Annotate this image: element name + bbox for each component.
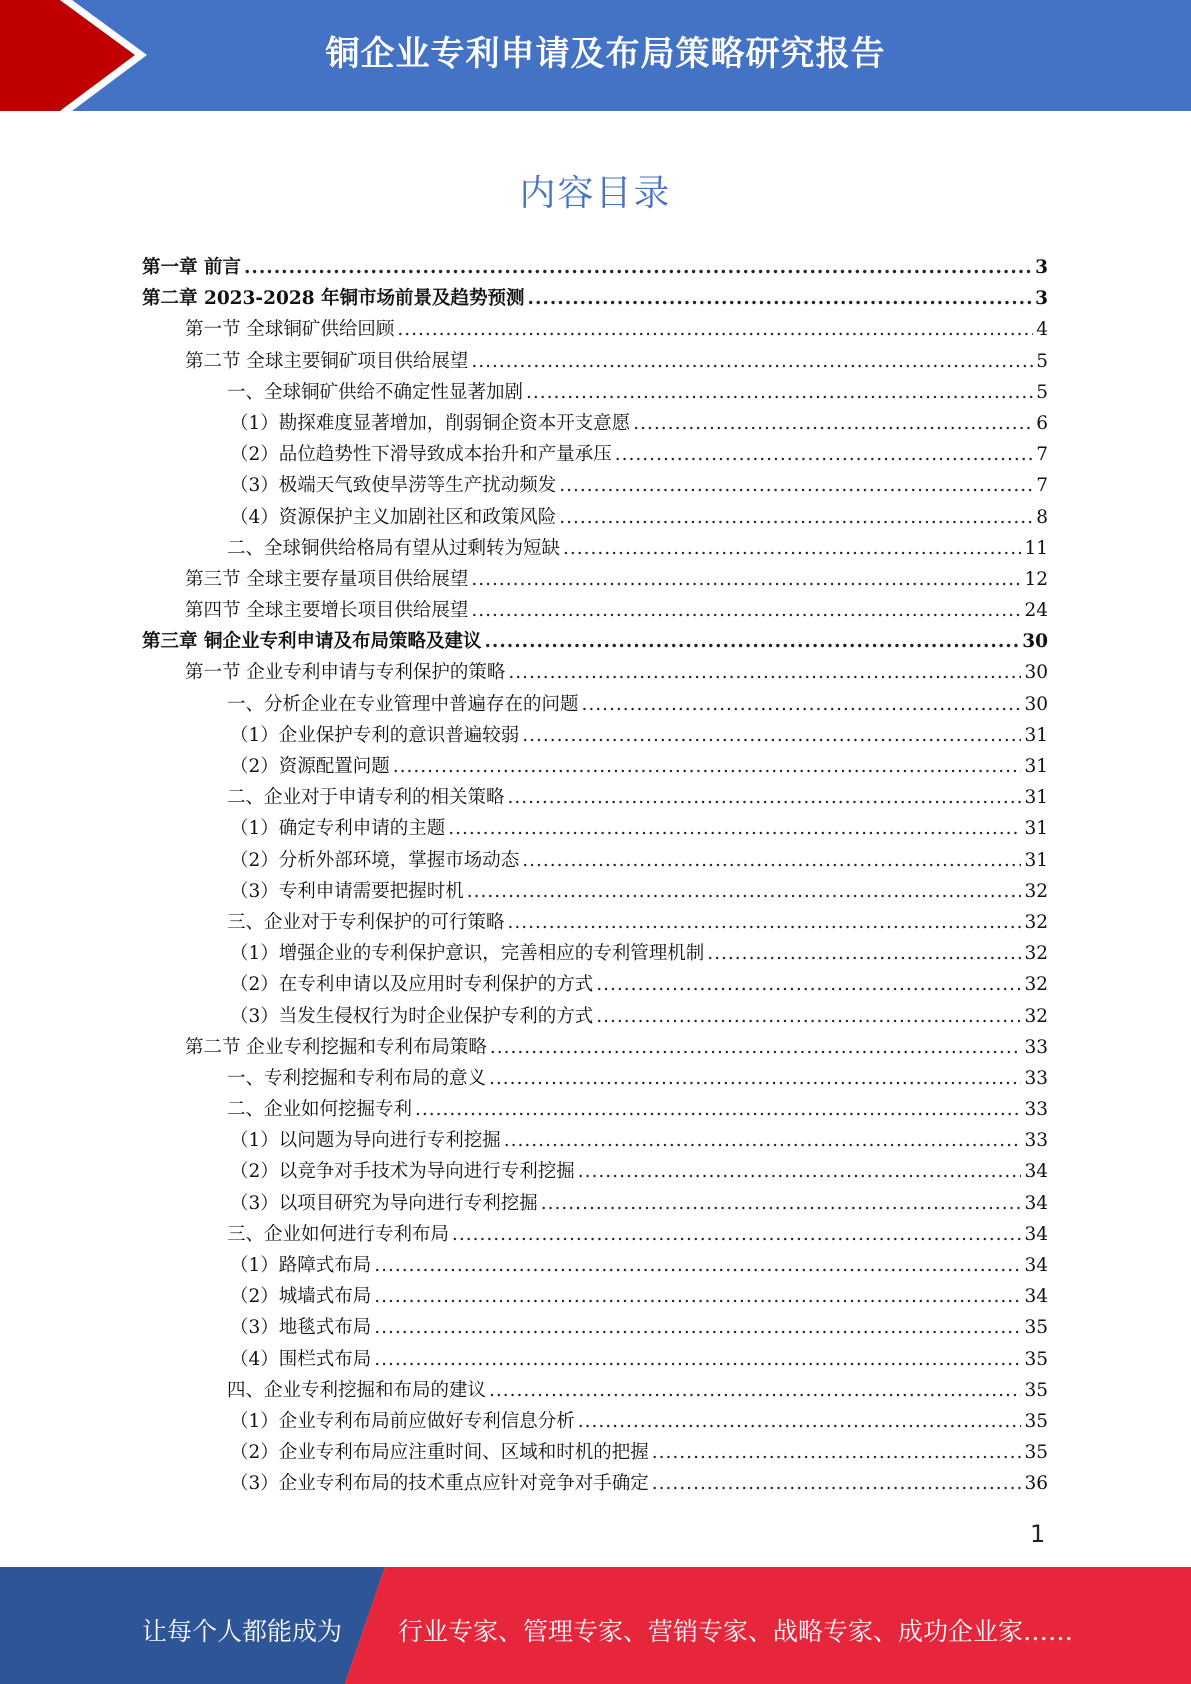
toc-dot-leader	[578, 1411, 1022, 1432]
toc-entry[interactable]	[142, 1189, 1048, 1220]
footer-slogan-right: 行业专家、管理专家、营销专家、战略专家、成功企业家……	[398, 1617, 1074, 1646]
toc-entry-label: 第二章 2023-2028 年铜市场前景及趋势预测	[142, 288, 525, 310]
toc-dot-leader	[490, 1037, 1022, 1058]
toc-entry-label: 三、企业对于专利保护的可行策略	[227, 911, 505, 933]
toc-entry[interactable]	[142, 939, 1048, 970]
toc-entry-page: 36	[1024, 1473, 1048, 1495]
toc-dot-leader	[471, 600, 1021, 621]
toc-entry-page: 32	[1024, 880, 1048, 902]
toc-entry-label: 一、专利挖掘和专利布局的意义	[227, 1067, 487, 1089]
toc-entry[interactable]	[142, 1002, 1048, 1033]
toc-entry[interactable]	[142, 1407, 1048, 1438]
toc-entry-page: 5	[1036, 381, 1048, 403]
toc-entry[interactable]	[142, 877, 1048, 908]
toc-entry-label: （2）在专利申请以及应用时专利保护的方式	[230, 974, 594, 996]
toc-entry-page: 5	[1036, 350, 1048, 372]
toc-dot-leader	[374, 1317, 1021, 1338]
toc-dot-leader	[374, 1349, 1021, 1370]
toc-dot-leader	[504, 1130, 1022, 1151]
header-banner	[0, 0, 1191, 111]
toc-dot-leader	[397, 319, 1033, 340]
toc-entry-label: （2）资源配置问题	[230, 756, 390, 777]
toc-entry-label: 一、分析企业在专业管理中普遍存在的问题	[227, 693, 579, 715]
toc-entry-label: 第二节 全球主要铜矿项目供给展望	[185, 350, 469, 372]
toc-entry-label: （2）以竞争对手技术为导向进行专利挖掘	[230, 1161, 575, 1183]
toc-entry-page: 32	[1024, 943, 1048, 965]
toc-entry-label: （2）品位趋势性下滑导致成本抬升和产量承压	[230, 444, 612, 466]
toc-entry-page: 30	[1024, 693, 1048, 715]
toc-entry-page: 7	[1036, 475, 1048, 497]
toc-entry[interactable]	[142, 752, 1048, 783]
toc-entry-label: 第一节 全球铜矿供给回顾	[185, 319, 395, 341]
toc-entry[interactable]	[142, 284, 1048, 315]
toc-entry-label: 一、全球铜矿供给不确定性显著加剧	[227, 381, 524, 403]
toc-entry-label: 三、企业如何进行专利布局	[227, 1223, 450, 1245]
toc-dot-leader	[448, 818, 1021, 839]
toc-entry-page: 12	[1024, 568, 1048, 590]
toc-entry[interactable]	[142, 534, 1048, 565]
toc-entry[interactable]	[142, 409, 1048, 440]
toc-entry[interactable]	[142, 1282, 1048, 1313]
toc-dot-leader	[578, 1161, 1022, 1182]
toc-entry-label: 第三节 全球主要存量项目供给展望	[185, 568, 469, 590]
toc-entry-label: 第一节 企业专利申请与专利保护的策略	[185, 662, 506, 684]
toc-entry-label: （1）增强企业的专利保护意识，完善相应的专利管理机制	[230, 943, 705, 965]
toc-entry-page: 3	[1035, 257, 1048, 278]
toc-entry-page: 32	[1024, 974, 1048, 996]
report-title: 铜企业专利申请及布局策略研究报告	[325, 34, 886, 74]
toc-entry-page: 31	[1024, 756, 1048, 777]
toc-dot-leader	[522, 725, 1021, 746]
toc-entry-page: 34	[1024, 1286, 1048, 1308]
toc-entry-label: （4）资源保护主义加剧社区和政策风险	[230, 506, 557, 528]
toc-entry[interactable]	[142, 721, 1048, 752]
toc-dot-leader	[467, 881, 1022, 902]
toc-entry[interactable]	[142, 783, 1048, 814]
toc-entry[interactable]	[142, 1157, 1048, 1188]
toc-dot-leader	[582, 694, 1022, 715]
toc-entry-page: 34	[1024, 1192, 1048, 1214]
toc-entry-label: 第三章 铜企业专利申请及布局策略及建议	[142, 631, 482, 653]
toc-entry-page: 8	[1036, 506, 1048, 528]
toc-entry-label: 第二节 企业专利挖掘和专利布局策略	[185, 1036, 487, 1058]
toc-entry[interactable]	[142, 970, 1048, 1001]
toc-dot-leader	[508, 662, 1021, 683]
toc-entry-label: （1）以问题为导向进行专利挖掘	[230, 1130, 501, 1152]
toc-dot-leader	[541, 1193, 1022, 1214]
toc-entry-label: 第一章 前言	[142, 257, 241, 278]
toc-entry-page: 3	[1035, 288, 1048, 310]
toc-entry-label: 二、企业对于申请专利的相关策略	[227, 787, 505, 809]
toc-entry-label: （3）地毯式布局	[230, 1317, 372, 1339]
toc-dot-leader	[596, 1006, 1021, 1027]
page-number: 1	[1030, 1520, 1046, 1548]
toc-entry-page: 33	[1024, 1036, 1048, 1058]
toc-entry-page: 31	[1024, 787, 1048, 809]
toc-entry-page: 34	[1024, 1161, 1048, 1183]
toc-entry[interactable]	[142, 1220, 1048, 1251]
toc-dot-leader	[508, 787, 1022, 808]
toc-heading: 内容目录	[519, 173, 672, 214]
toc-dot-leader	[415, 1099, 1021, 1120]
toc-entry[interactable]	[142, 503, 1048, 534]
toc-entry-page: 31	[1024, 724, 1048, 746]
toc-entry-label: （3）以项目研究为导向进行专利挖掘	[230, 1192, 538, 1214]
toc-entry-page: 34	[1024, 1223, 1048, 1245]
toc-entry-label: （3）极端天气致使旱涝等生产扰动频发	[230, 475, 557, 497]
toc-dot-leader	[559, 475, 1033, 496]
footer-slogan-left: 让每个人都能成为	[142, 1617, 343, 1646]
toc-entry-label: （1）确定专利申请的主题	[230, 818, 446, 840]
toc-entry[interactable]	[142, 471, 1048, 502]
toc-entry[interactable]	[142, 596, 1048, 627]
toc-entry-label: （1）勘探难度显著增加，削弱铜企资本开支意愿	[230, 412, 631, 434]
toc-entry-page: 6	[1036, 412, 1048, 434]
toc-entry-page: 35	[1024, 1379, 1048, 1401]
toc-entry-page: 30	[1024, 662, 1048, 684]
toc-dot-leader	[489, 1068, 1021, 1089]
toc-entry[interactable]	[142, 1313, 1048, 1344]
toc-entry[interactable]	[142, 1376, 1048, 1407]
toc-entry-label: （1）路障式布局	[230, 1255, 372, 1276]
toc-entry[interactable]	[142, 627, 1048, 658]
toc-entry-label: 二、企业如何挖掘专利	[227, 1099, 413, 1121]
toc-entry-label: （3）专利申请需要把握时机	[230, 880, 464, 902]
toc-entry-page: 35	[1024, 1317, 1048, 1339]
toc-entry[interactable]	[142, 1469, 1048, 1500]
toc-entry-page: 35	[1024, 1410, 1048, 1432]
toc-dot-leader	[526, 382, 1033, 403]
toc-dot-leader	[522, 850, 1021, 871]
toc-entry[interactable]	[142, 690, 1048, 721]
toc-entry-page: 33	[1024, 1099, 1048, 1121]
toc-entry[interactable]	[142, 347, 1048, 378]
toc-entry[interactable]	[142, 1345, 1048, 1376]
toc-entry-label: （2）分析外部环境，掌握市场动态	[230, 849, 520, 871]
toc-entry-label: （2）企业专利布局应注重时间、区域和时机的把握	[230, 1442, 649, 1464]
toc-dot-leader	[489, 1380, 1021, 1401]
toc-entry[interactable]	[142, 658, 1048, 689]
toc-dot-leader	[244, 257, 1032, 278]
toc-dot-leader	[484, 631, 1019, 652]
footer-banner	[0, 1567, 1191, 1684]
toc-entry-label: （3）企业专利布局的技术重点应针对竞争对手确定	[230, 1473, 649, 1495]
toc-entry-page: 35	[1024, 1348, 1048, 1370]
toc-dot-leader	[559, 507, 1033, 528]
toc-entry-label: （3）当发生侵权行为时企业保护专利的方式	[230, 1005, 594, 1027]
toc-entry-label: 第四节 全球主要增长项目供给展望	[185, 600, 469, 622]
toc-entry-page: 4	[1036, 319, 1048, 341]
toc-dot-leader	[374, 1286, 1021, 1307]
toc-entry-page: 7	[1036, 444, 1048, 466]
toc-entry-page: 32	[1024, 1005, 1048, 1027]
toc-dot-leader	[374, 1255, 1021, 1276]
toc-entry-page: 24	[1024, 600, 1048, 622]
toc-entry[interactable]	[142, 1438, 1048, 1469]
toc-dot-leader	[452, 1224, 1021, 1245]
toc-entry[interactable]	[142, 908, 1048, 939]
toc-entry-label: （2）城墙式布局	[230, 1286, 372, 1308]
toc-entry-page: 30	[1022, 631, 1048, 653]
toc-dot-leader	[596, 974, 1021, 995]
toc-entry[interactable]	[142, 1126, 1048, 1157]
toc-entry[interactable]	[142, 378, 1048, 409]
toc-entry-page: 35	[1024, 1442, 1048, 1464]
toc-dot-leader	[528, 288, 1033, 309]
toc-entry-page: 31	[1024, 849, 1048, 871]
toc-entry-page: 31	[1024, 818, 1048, 840]
toc-dot-leader	[393, 756, 1022, 777]
toc-entry[interactable]	[142, 1251, 1048, 1282]
toc-dot-leader	[615, 444, 1033, 465]
toc-dot-leader	[707, 943, 1021, 964]
toc-entry-label: 四、企业专利挖掘和布局的建议	[227, 1379, 487, 1401]
toc-entry-label: （1）企业保护专利的意识普遍较弱	[230, 724, 520, 746]
toc-dot-leader	[652, 1442, 1022, 1463]
toc-entry-page: 34	[1024, 1255, 1048, 1276]
toc-entry[interactable]	[142, 440, 1048, 471]
toc-dot-leader	[508, 912, 1022, 933]
toc-dot-leader	[633, 413, 1033, 434]
toc-entry[interactable]	[142, 1064, 1048, 1095]
toc-entry[interactable]	[142, 315, 1048, 346]
toc-entry[interactable]	[142, 565, 1048, 596]
toc-entry-page: 11	[1024, 537, 1048, 559]
toc-entry-label: （1）企业专利布局前应做好专利信息分析	[230, 1410, 575, 1432]
toc-entry[interactable]	[142, 846, 1048, 877]
toc-entry-label: 二、全球铜供给格局有望从过剩转为短缺	[227, 537, 561, 559]
toc-dot-leader	[471, 569, 1021, 590]
toc-dot-leader	[471, 351, 1033, 372]
toc-entry[interactable]	[142, 253, 1048, 284]
toc-entry[interactable]	[142, 1033, 1048, 1064]
toc-entry[interactable]	[142, 1095, 1048, 1126]
toc-dot-leader	[652, 1473, 1022, 1494]
toc-entry-page: 33	[1024, 1130, 1048, 1152]
toc-entry-label: （4）围栏式布局	[230, 1348, 372, 1370]
toc-entry-page: 33	[1024, 1067, 1048, 1089]
toc-entry-page: 32	[1024, 911, 1048, 933]
toc-dot-leader	[563, 538, 1021, 559]
table-of-contents	[142, 253, 1048, 1501]
toc-entry[interactable]	[142, 814, 1048, 845]
